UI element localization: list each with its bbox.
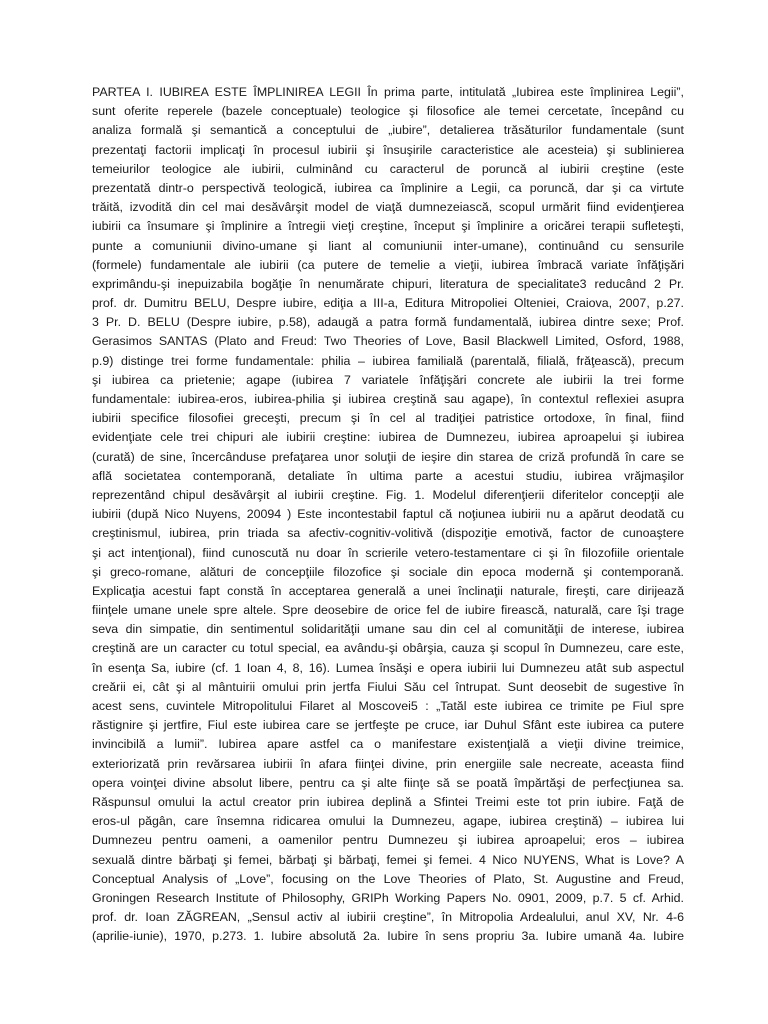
text-line: fiinţele umane unele spre altele. Spre deosebire de orice fel de iubire firească, naturală, care îşi trage <box>92 603 684 618</box>
text-line: creştinismul, iubirea, prin triada sa afectiv-cognitiv-volitivă (dispoziţie emotivă, factor de cunoaştere <box>92 526 684 541</box>
body-text <box>92 83 684 946</box>
text-line: şi iubirea ca prietenie; agape (iubirea 7 variatele înfăţişări concrete ale iubirii la trei forme <box>92 372 684 387</box>
text-line: trăită, izvodită din cel mai desăvârşit model de viaţă dumnezeiască, scopul urmărit fiind evidenţierea <box>92 200 684 215</box>
text-line: temeiurilor teologice ale iubirii, culminând cu caracterul de poruncă al iubirii creştine (este <box>92 161 684 176</box>
text-line: exprimându-şi inepuizabila bogăţie în nenumărate chipuri, literatura de specialitate3 reducând 2 Pr. <box>92 276 684 291</box>
text-line: prof. dr. Dumitru BELU, Despre iubire, ediţia a III-a, Editura Mitropoliei Olteniei, Craiova, 2007, p.27. <box>92 296 684 311</box>
text-line: evidenţiate cele trei chipuri ale iubirii creştine: iubirea de Dumnezeu, iubirea aproapelui şi iubirea <box>92 430 684 445</box>
text-line: şi act intenţional), fiind cunoscută nu doar în scrierile vetero-testamentare ci şi în filozofiile orientale <box>92 545 684 560</box>
text-line: exteriorizată prin revărsarea iubirii în afara fiinţei divine, prin energiile sale necreate, aceasta fiind <box>92 756 684 771</box>
text-line: acest sens, cuvintele Mitropolitului Filaret al Moscovei5 : „Tatăl este iubirea ce trimite pe Fiul spre <box>92 699 684 713</box>
text-line: iubirii (după Nico Nuyens, 20094 ) Este incontestabil faptul că noţiunea iubirii nu a apărut deodată cu <box>92 507 684 522</box>
text-line: (curată) de sine, încercânduse prefaţarea unor soluţii de ieşire din starea de criză profundă în care se <box>92 449 684 464</box>
text-line: (aprilie-iunie), 1970, p.273. 1. Iubire absolută 2a. Iubire în sens propriu 3a. Iubire umană 4a. Iubire <box>92 929 684 944</box>
text-line: 3 Pr. D. BELU (Despre iubire, p.58), adaugă a patra formă fundamentală, iubirea dintre sexe; Prof. <box>92 315 684 330</box>
text-line: Gerasimos SANTAS (Plato and Freud: Two Theories of Love, Basil Blackwell Limited, Osford, 1988, <box>92 334 684 349</box>
text-line: invincibilă a lumii”. Iubirea apare astfel ca o manifestare existenţială a vieţii divine treimice, <box>92 737 684 752</box>
text-line: şi greco-romane, alături de concepţiile filozofice şi sociale din epoca modernă şi contemporană. <box>92 564 684 579</box>
text-line: sexuală dintre bărbaţi şi femei, bărbaţi şi bărbaţi, femei şi femei. 4 Nico NUYENS, What is Love? A <box>92 852 684 867</box>
text-line: analiza formală şi semantică a conceptului de „iubire”, detalierea trăsăturilor fundamentale (sunt <box>92 123 684 138</box>
text-line: p.9) distinge trei forme fundamentale: philia – iubirea familială (parentală, filială, frăţească), precum <box>92 353 684 368</box>
text-line: Conceptual Analysis of „Love”, focusing on the Love Theories of Plato, St. Augustine and Freud, <box>92 871 684 886</box>
text-line: creării ei, cât şi al mântuirii omului prin jertfa Fiului Său cel întrupat. Sunt deosebit de sugestive în <box>92 679 684 694</box>
text-line: sunt oferite reperele (bazele conceptuale) teologice şi filosofice ale temei cercetate, începând cu <box>92 104 684 119</box>
text-line: Groningen Research Institute of Philosophy, GRIPh Working Papers No. 0901, 2009, p.7. 5 cf. Arhid. <box>92 890 684 905</box>
text-line: (formele) fundamentale ale iubirii (ca putere de temelie a vieţii, iubirea îmbracă variate înfăţişări <box>92 257 684 272</box>
text-line: află societatea contemporană, detaliate în ultima parte a acestui studiu, iubirea vrăjmaşilor <box>92 468 684 483</box>
text-line: creştină are un caracter cu totul special, ea avându-şi obârşia, cauza şi scopul în Dumnezeu, care este, <box>92 641 684 656</box>
text-line: iubirii ca însumare şi împlinire a întregii vieţi creştine, început şi împlinire a oricărei terapii sufleteşti, <box>92 219 684 234</box>
text-line: seva din simpatie, din sentimentul solidarităţii umane sau din cel al comunităţii de interese, iubirea <box>92 622 684 637</box>
text-line: în esenţa Sa, iubire (cf. 1 Ioan 4, 8, 16). Lumea însăşi e opera iubirii lui Dumnezeu atât sub aspectul <box>92 660 684 675</box>
text-line: Explicaţia acestui fapt constă în acceptarea generală a unei înclinaţii naturale, fireşti, care dirijează <box>92 583 684 598</box>
text-line: fundamentale: iubirea-eros, iubirea-philia şi iubirea creştină sau agape), în contextul reflexiei asupra <box>92 392 684 406</box>
text-line: Dumnezeu pentru oameni, a oamenilor pentru Dumnezeu şi iubirea aproapelui; eros – iubirea <box>92 833 684 848</box>
text-line: eros-ul păgân, care însemna ridicarea omului la Dumnezeu, agape, iubirea creştină) – iubirea lui <box>92 814 684 829</box>
text-line: opera voinţei divine absolut libere, pentru ca şi alte fiinţe să se poată împărtăşi de perfecţiunea sa. <box>92 775 684 790</box>
text-line: prezentată dintr-o perspectivă teologică, iubirea ca împlinire a Legii, ca poruncă, dar şi ca virtute <box>92 180 684 195</box>
text-line: punte a comuniunii divino-umane şi liant al comuniunii inter-umane), continuând cu sensurile <box>92 238 684 253</box>
text-line: PARTEA I. IUBIREA ESTE ÎMPLINIREA LEGII În prima parte, intitulată „Iubirea este împlinirea Legii”, <box>92 85 684 99</box>
text-line: prezentaţi factorii implicaţi în procesul iubirii şi însuşirile caracteristice ale acesteia) şi sublinierea <box>92 142 684 157</box>
text-line: reprezentând chipul desăvârşit al iubirii creştine. Fig. 1. Modelul diferenţierii diferitelor concepţii ale <box>92 487 684 502</box>
text-line: iubirii specifice filosofiei greceşti, precum şi în cel al tradiţiei patristice ortodoxe, în final, fiind <box>92 411 684 426</box>
text-line: Răspunsul omului la actul creator prin iubirea deplină a Sfintei Treimi este tot prin iubire. Faţă de <box>92 794 684 809</box>
text-line: răstignire şi jertfire, Fiul este iubirea care se jertfeşte pe cruce, iar Duhul Sfânt este iubirea ca putere <box>92 718 684 733</box>
text-line: prof. dr. Ioan ZĂGREAN, „Sensul activ al iubirii creştine”, în Mitropolia Ardealului, anul XV, Nr. 4-6 <box>92 910 684 925</box>
